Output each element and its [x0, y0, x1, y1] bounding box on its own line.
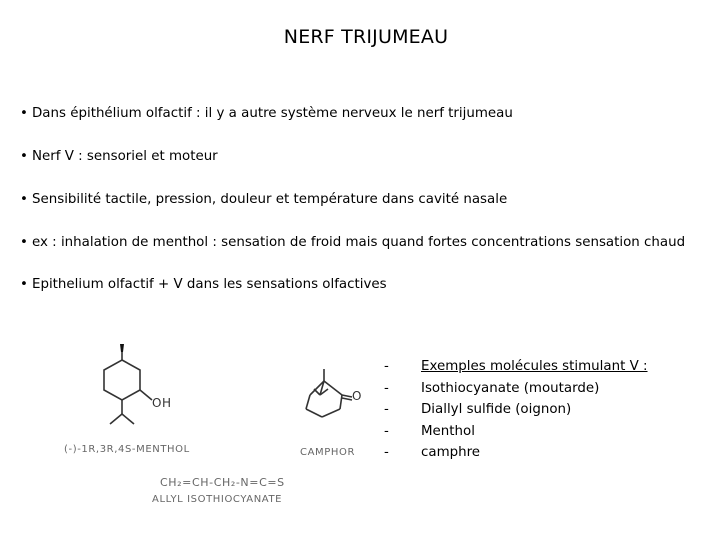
dash: - [384, 423, 389, 439]
bullet-dot: • [20, 235, 28, 250]
menthol-oh-label: OH [152, 396, 172, 410]
bullet-dot: • [20, 192, 28, 207]
example-item: Isothiocyanate (moutarde) [421, 380, 600, 396]
bullet-text: Dans épithélium olfactif : il y a autre système nerveux le nerf trijumeau [32, 106, 513, 121]
camphor-oxygen-label: O [352, 389, 363, 403]
dash: - [384, 445, 389, 461]
example-item: camphre [421, 445, 481, 461]
allyl-isothiocyanate-structure [150, 476, 350, 516]
dash: - [384, 359, 389, 374]
bullet-item [20, 103, 700, 125]
example-item: Menthol [421, 423, 475, 439]
camphor-structure-drawing [296, 365, 376, 435]
menthol-label: (-)-1R,3R,4S-MENTHOL [64, 444, 190, 455]
camphor-structure [296, 365, 376, 465]
bullet-dot: • [20, 106, 28, 121]
camphor-label: CAMPHOR [300, 447, 356, 458]
bullet-text: Epithelium olfactif + V dans les sensations olfactives [32, 277, 387, 292]
allyl-label: ALLYL ISOTHIOCYANATE [152, 494, 283, 505]
bullet-list [20, 103, 700, 317]
bullet-text: Sensibilité tactile, pression, douleur et température dans cavité nasale [32, 192, 508, 207]
bullet-dot: • [20, 277, 28, 292]
bullet-item [20, 189, 700, 211]
bullet-item [20, 232, 700, 253]
examples-list [421, 356, 648, 464]
bullet-item [20, 146, 700, 168]
bullet-dot: • [20, 149, 28, 164]
menthol-structure-drawing [60, 340, 200, 450]
bullet-text: Nerf V : sensoriel et moteur [32, 149, 218, 164]
allyl-formula: CH₂=CH-CH₂-N=C=S [160, 476, 285, 489]
examples-heading: Exemples molécules stimulant V : [421, 359, 648, 374]
bullet-item [20, 274, 700, 296]
example-item: Diallyl sulfide (oignon) [421, 402, 572, 418]
dash-column [384, 356, 389, 464]
dash: - [384, 402, 389, 418]
menthol-structure [60, 340, 200, 455]
bullet-text: ex : inhalation de menthol : sensation de froid mais quand fortes concentrations sensation chaud [32, 235, 686, 250]
dash: - [384, 380, 389, 396]
slide-title: NERF TRIJUMEAU [283, 26, 449, 48]
